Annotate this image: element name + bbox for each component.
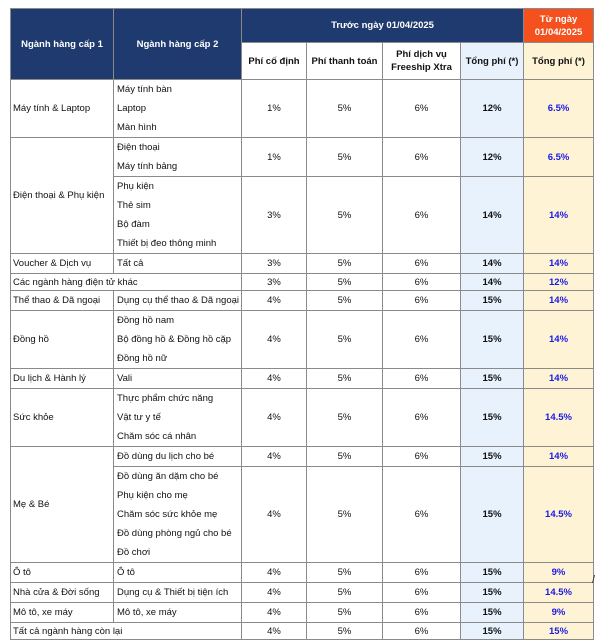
fee-fixed-cell: 4% xyxy=(242,603,307,623)
cat2-item: Đồng hồ nữ xyxy=(117,353,168,364)
cat2-item: Bộ đàm xyxy=(117,219,150,230)
cat2-item: Phụ kiện xyxy=(117,181,154,192)
fee-freeship-cell: 6% xyxy=(383,274,461,291)
fee-payment-cell: 5% xyxy=(307,254,383,274)
fee-payment-cell: 5% xyxy=(307,623,383,640)
total-before-cell: 15% xyxy=(461,583,524,603)
cat2-item: Mô tô, xe máy xyxy=(117,607,177,618)
cat2-item: Thẻ sim xyxy=(117,200,151,211)
fee-payment-cell: 5% xyxy=(307,447,383,467)
fee-fixed-cell: 4% xyxy=(242,447,307,467)
total-after-cell: 6.5% xyxy=(524,80,594,138)
cat2-cell xyxy=(114,291,242,311)
total-before-cell: 12% xyxy=(461,80,524,138)
cat2-item: Dụng cụ thể thao & Dã ngoại xyxy=(117,295,240,306)
cat2-item: Vật tư y tế xyxy=(117,412,161,423)
cat2-item: Điện thoại xyxy=(117,142,160,153)
fee-fixed-cell: 3% xyxy=(242,177,307,254)
cat2-cell xyxy=(114,254,242,274)
fee-fixed-cell: 3% xyxy=(242,274,307,291)
fee-fixed-cell: 4% xyxy=(242,389,307,447)
header-cat2: Ngành hàng cấp 2 xyxy=(114,9,242,80)
fee-freeship-cell: 6% xyxy=(383,623,461,640)
cat2-cell xyxy=(114,583,242,603)
cat2-item: Đồ dùng ăn dặm cho bé xyxy=(117,471,219,482)
table-row xyxy=(11,291,594,311)
fee-payment-cell: 5% xyxy=(307,80,383,138)
fee-fixed-cell: 4% xyxy=(242,311,307,369)
cat2-item: Đồng hồ nam xyxy=(117,315,175,326)
fee-freeship-cell: 6% xyxy=(383,369,461,389)
cat2-cell xyxy=(114,603,242,623)
cat2-cell xyxy=(114,177,242,254)
total-before-cell: 15% xyxy=(461,563,524,583)
fee-fixed-cell: 3% xyxy=(242,254,307,274)
fee-fixed-cell: 4% xyxy=(242,291,307,311)
cat1-cell: Thể thao & Dã ngoại xyxy=(11,291,114,311)
fee-freeship-cell: 6% xyxy=(383,291,461,311)
fee-payment-cell: 5% xyxy=(307,138,383,177)
fee-fixed-cell: 4% xyxy=(242,623,307,640)
total-before-cell: 15% xyxy=(461,467,524,563)
cat2-item: Dụng cụ & Thiết bị tiện ích xyxy=(117,587,229,598)
cat2-item: Máy tính bàn xyxy=(117,84,172,95)
fee-table xyxy=(10,8,594,640)
table-row xyxy=(11,369,594,389)
fee-fixed-cell: 4% xyxy=(242,369,307,389)
fee-fixed-cell: 4% xyxy=(242,467,307,563)
fee-fixed-cell: 1% xyxy=(242,138,307,177)
total-after-cell: 14.5% xyxy=(524,389,594,447)
cat1-cell: Mẹ & Bé xyxy=(11,447,114,563)
table-row xyxy=(11,603,594,623)
total-after-cell: 14% xyxy=(524,291,594,311)
table-row xyxy=(11,583,594,603)
cat2-item: Tất cả xyxy=(117,258,144,269)
fee-payment-cell: 5% xyxy=(307,583,383,603)
cat1-cell: Sức khỏe xyxy=(11,389,114,447)
cat2-item: Đồ dùng phòng ngủ cho bé xyxy=(117,528,232,539)
cat2-cell xyxy=(114,80,242,138)
fee-freeship-cell: 6% xyxy=(383,311,461,369)
cat2-cell xyxy=(114,389,242,447)
total-after-cell: 14% xyxy=(524,447,594,467)
total-after-cell: 14% xyxy=(524,369,594,389)
fee-freeship-cell: 6% xyxy=(383,254,461,274)
fee-payment-cell: 5% xyxy=(307,311,383,369)
cat2-item: Đồ dùng du lịch cho bé xyxy=(117,451,215,462)
total-before-cell: 14% xyxy=(461,254,524,274)
total-after-cell: 6.5% xyxy=(524,138,594,177)
total-after-cell: 9% xyxy=(524,603,594,623)
fee-payment-cell: 5% xyxy=(307,563,383,583)
table-row xyxy=(11,389,594,447)
table-row xyxy=(11,623,594,640)
header-fee-fixed: Phí cố định xyxy=(242,43,307,80)
total-after-cell: 14.5% xyxy=(524,583,594,603)
cat1-cell: Tất cả ngành hàng còn lại xyxy=(11,623,242,640)
table-row xyxy=(11,274,594,291)
fee-freeship-cell: 6% xyxy=(383,563,461,583)
cat2-item: Vali xyxy=(117,373,133,384)
cat2-item: Phụ kiện cho mẹ xyxy=(117,490,188,501)
cat1-cell: Ô tô xyxy=(11,563,114,583)
fee-fixed-cell: 1% xyxy=(242,80,307,138)
fee-payment-cell: 5% xyxy=(307,467,383,563)
table-row xyxy=(11,254,594,274)
table-row xyxy=(11,311,594,369)
fee-fixed-cell: 4% xyxy=(242,583,307,603)
fee-table-wrapper xyxy=(10,8,594,640)
cat2-item: Bộ đồng hồ & Đồng hồ cặp xyxy=(117,334,232,345)
header-total-before: Tổng phí (*) xyxy=(461,43,524,80)
total-before-cell: 12% xyxy=(461,138,524,177)
total-before-cell: 15% xyxy=(461,603,524,623)
header-fee-freeship: Phí dịch vụ Freeship Xtra xyxy=(383,43,461,80)
cat2-cell xyxy=(114,369,242,389)
cat1-cell: Đồng hồ xyxy=(11,311,114,369)
fee-freeship-cell: 6% xyxy=(383,138,461,177)
cat2-item: Laptop xyxy=(117,103,147,114)
cat1-cell: Mô tô, xe máy xyxy=(11,603,114,623)
total-after-cell: 14% xyxy=(524,254,594,274)
total-before-cell: 15% xyxy=(461,369,524,389)
cat2-cell xyxy=(114,311,242,369)
fee-freeship-cell: 6% xyxy=(383,177,461,254)
total-before-cell: 15% xyxy=(461,389,524,447)
fee-payment-cell: 5% xyxy=(307,177,383,254)
fee-payment-cell: 5% xyxy=(307,389,383,447)
table-row xyxy=(11,80,594,138)
corner-mark: / xyxy=(592,574,596,586)
cat1-cell: Voucher & Dịch vụ xyxy=(11,254,114,274)
cat2-cell xyxy=(114,447,242,467)
cat2-cell xyxy=(114,138,242,177)
cat2-item: Thực phẩm chức năng xyxy=(117,393,214,404)
total-before-cell: 14% xyxy=(461,274,524,291)
total-before-cell: 15% xyxy=(461,447,524,467)
table-row xyxy=(11,563,594,583)
total-before-cell: 14% xyxy=(461,177,524,254)
cat2-item: Chăm sóc cá nhân xyxy=(117,431,197,442)
cat2-item: Thiết bị đeo thông minh xyxy=(117,238,217,249)
fee-freeship-cell: 6% xyxy=(383,447,461,467)
fee-freeship-cell: 6% xyxy=(383,80,461,138)
table-row xyxy=(11,447,594,467)
total-after-cell: 12% xyxy=(524,274,594,291)
fee-payment-cell: 5% xyxy=(307,603,383,623)
total-before-cell: 15% xyxy=(461,291,524,311)
total-after-cell: 9% xyxy=(524,563,594,583)
total-after-cell: 14% xyxy=(524,311,594,369)
cat2-item: Máy tính bảng xyxy=(117,161,178,172)
header-total-after: Tổng phí (*) xyxy=(524,43,594,80)
total-after-cell: 14% xyxy=(524,177,594,254)
cat1-cell: Điện thoại & Phụ kiện xyxy=(11,138,114,254)
fee-payment-cell: 5% xyxy=(307,369,383,389)
fee-freeship-cell: 6% xyxy=(383,467,461,563)
cat2-cell xyxy=(114,467,242,563)
cat1-cell: Máy tính & Laptop xyxy=(11,80,114,138)
fee-payment-cell: 5% xyxy=(307,274,383,291)
table-row xyxy=(11,138,594,177)
fee-freeship-cell: 6% xyxy=(383,389,461,447)
cat1-cell: Các ngành hàng điện tử khác xyxy=(11,274,242,291)
cat2-item: Đồ chơi xyxy=(117,547,151,558)
header-after-group: Từ ngày 01/04/2025 xyxy=(524,9,594,43)
cat1-cell: Nhà cửa & Đời sống xyxy=(11,583,114,603)
cat2-cell xyxy=(114,563,242,583)
fee-payment-cell: 5% xyxy=(307,291,383,311)
total-before-cell: 15% xyxy=(461,311,524,369)
cat2-item: Chăm sóc sức khỏe mẹ xyxy=(117,509,218,520)
cat2-item: Ô tô xyxy=(117,567,135,578)
header-before-group: Trước ngày 01/04/2025 xyxy=(242,9,524,43)
fee-fixed-cell: 4% xyxy=(242,563,307,583)
fee-freeship-cell: 6% xyxy=(383,583,461,603)
cat2-item: Màn hình xyxy=(117,122,157,133)
fee-freeship-cell: 6% xyxy=(383,603,461,623)
header-fee-payment: Phí thanh toán xyxy=(307,43,383,80)
table-body xyxy=(11,80,594,640)
header-cat1: Ngành hàng cấp 1 xyxy=(11,9,114,80)
total-after-cell: 15% xyxy=(524,623,594,640)
total-after-cell: 14.5% xyxy=(524,467,594,563)
total-before-cell: 15% xyxy=(461,623,524,640)
cat1-cell: Du lịch & Hành lý xyxy=(11,369,114,389)
